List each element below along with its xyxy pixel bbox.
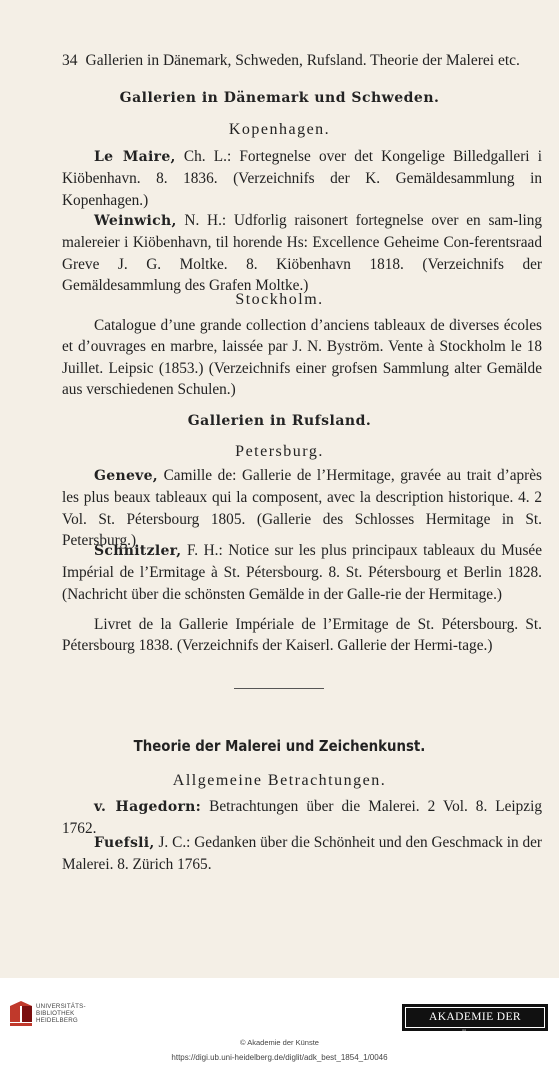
section-heading-theorie: Theorie der Malerei und Zeichenkunst. xyxy=(133,737,426,755)
entry-le-maire xyxy=(62,146,542,211)
section-divider xyxy=(234,688,324,689)
section-heading-russia: Gallerien in Rufsland. xyxy=(187,413,372,429)
logo-line: BIBLIOTHEK xyxy=(36,1010,75,1018)
logo-line: UNIVERSITÄTS- xyxy=(36,1003,86,1010)
city-heading-kopenhagen: Kopenhagen. xyxy=(228,121,331,138)
entry-author: Weinwich, xyxy=(94,213,177,229)
entry-fuefsli xyxy=(62,832,542,876)
page-number: 34 xyxy=(62,52,78,69)
entry-text: Catalogue d’une grande collection d’anciens tableaux de diverses écoles et d’ouvrages en marbre, laissée par J. N. Byström. Vente à Stockholm le 18 Juillet. Leipsic (1853.) (Verzeichnifs einer grofsen Sammlung alter Gemälde aus verschiedenen Schulen.) xyxy=(62,317,542,399)
entry-author: v. Hagedorn: xyxy=(94,799,202,815)
university-library-logo-icon xyxy=(8,1000,34,1028)
subheading-allgemeine: Allgemeine Betrachtungen. xyxy=(172,772,387,789)
entry-bystrom-catalogue xyxy=(62,315,542,401)
entry-geneve xyxy=(62,465,542,552)
library-logo-text xyxy=(36,1003,86,1025)
logo-line: HEIDELBERG xyxy=(36,1017,78,1025)
entry-text: N. H.: Udforlig raisonert fortegnelse over en sam-ling malereier i Kiöbenhavn, til horende Hs: Excellence Geheime Con-ferentsraad Greve J. G. Moltke. 8. Kiöbenhavn 1818. (Verzeichnifs der Gemäldesammlung des Grafen Moltke.) xyxy=(62,212,542,295)
copyright-notice: © Akademie der Künste xyxy=(240,1038,319,1047)
entry-weinwich xyxy=(62,210,542,297)
entry-author: Schnitzler, xyxy=(94,543,182,559)
source-url[interactable]: https://digi.ub.uni-heidelberg.de/diglit/adk_best_1854_1/0046 xyxy=(171,1053,388,1062)
entry-author: Le Maire, xyxy=(94,149,176,165)
entry-text: J. C.: Gedanken über die Schönheit und den Geschmack in der Malerei. 8. Zürich 1765. xyxy=(62,834,543,874)
akademie-badge[interactable] xyxy=(402,1004,548,1042)
entry-author: Fuefsli, xyxy=(94,835,155,851)
city-heading-petersburg: Petersburg. xyxy=(235,443,324,460)
entry-text: Livret de la Gallerie Impériale de l’Ermitage de St. Pétersbourg. St. Pétersbourg 1838. (Verzeichnifs der Kaiserl. Gallerie der Hermi-tage.) xyxy=(62,616,542,655)
section-heading-denmark-sweden: Gallerien in Dänemark und Schweden. xyxy=(119,90,440,106)
entry-text: Betrachtungen über die Malerei. 2 Vol. 8. Leipzig 1762. xyxy=(62,798,542,838)
entry-text: Camille de: Gallerie de l’Hermitage, gravée au trait d’après les plus beaux tableaux qui la composent, avec la description historique. 4. 2 Vol. St. Pétersbourg 1805. (Gallerie des Schlosses Hermitage in St. Petersburg.) xyxy=(62,467,543,550)
akademie-badge-label: AKADEMIE DER KÜNSTE xyxy=(405,1007,545,1028)
running-title: Gallerien in Dänemark, Schweden, Rufsland. Theorie der Malerei etc. xyxy=(85,52,520,69)
running-head xyxy=(62,52,542,70)
entry-livret xyxy=(62,614,542,657)
entry-text: Ch. L.: Fortegnelse over det Kongelige Billedgalleri i Kiöbenhavn. 8. 1836. (Verzeichnifs der K. Gemäldesammlung in Kopenhagen.) xyxy=(62,148,542,209)
entry-author: Geneve, xyxy=(94,468,158,484)
entry-text: F. H.: Notice sur les plus principaux tableaux du Musée Impérial de l’Ermitage à St. Pétersbourg. 8. St. Pétersbourg et Berlin 1828. (Nachricht über die schönsten Gemälde in der Galle-rie der Hermitage.) xyxy=(62,542,542,603)
city-heading-stockholm: Stockholm. xyxy=(235,291,324,308)
entry-schnitzler xyxy=(62,540,542,605)
